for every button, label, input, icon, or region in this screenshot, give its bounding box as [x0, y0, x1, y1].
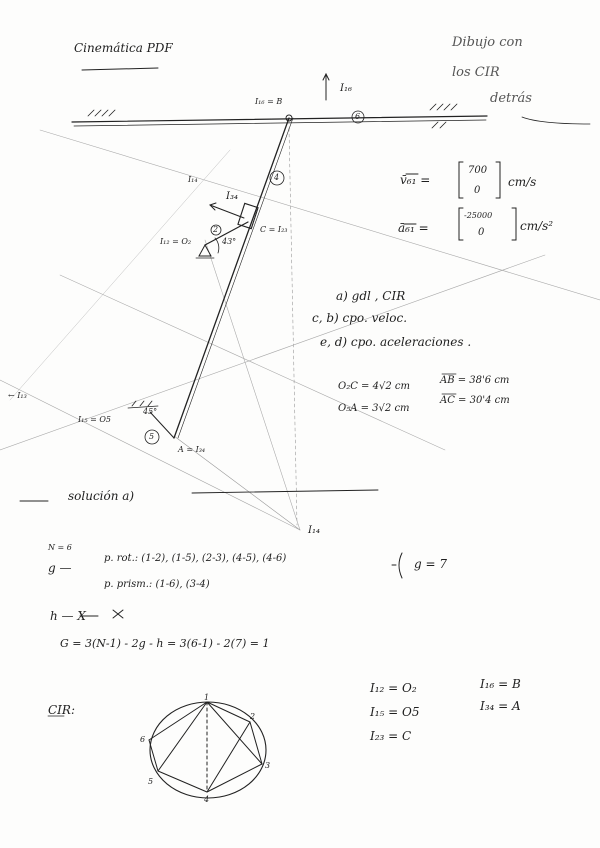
label-minus-i13: ← I₁₃	[8, 391, 27, 400]
construction-line-4	[205, 237, 300, 530]
velocity-label: v̄₆₁ =	[400, 173, 431, 187]
cir-node-2: 2	[250, 712, 256, 721]
cir-polygon	[149, 702, 262, 792]
accel-unit: cm/s²	[520, 219, 554, 233]
solution-p-rot: p. rot.: (1-2), (1-5), (2-3), (4-5), (4-6)	[104, 553, 287, 564]
cir-eq-4: I₁₆ = B	[480, 677, 521, 691]
label-link2: 2	[213, 225, 219, 234]
task-a: a) gdl , CIR	[336, 289, 406, 303]
cir-circle	[150, 702, 266, 798]
cir-node-3: 3	[265, 761, 271, 770]
note-line-2: los CIR	[452, 65, 500, 80]
dim-ab: AB = 38'6 cm	[440, 375, 510, 386]
link-4	[174, 118, 289, 438]
label-i14-bottom: I₁₄	[308, 525, 320, 536]
cir-label: CIR:	[48, 703, 75, 717]
task-c: e, d) cpo. aceleraciones .	[320, 335, 472, 349]
accel-x: -25000	[464, 211, 493, 220]
velocity-y: 0	[474, 185, 481, 196]
solution-rule	[192, 490, 378, 493]
pivot-o2	[199, 245, 211, 256]
solution-p-prism: p. prism.: (1-6), (3-4)	[104, 579, 210, 590]
solution-n: N = 6	[48, 543, 72, 552]
label-c-i23: C = I₂₃	[260, 225, 288, 234]
cir-node-6: 6	[140, 735, 146, 744]
label-i16-arrow: I₁₆	[340, 83, 352, 94]
ground-hatching	[88, 104, 457, 128]
cir-node-4: 4	[204, 795, 210, 804]
label-link6: 6	[355, 112, 361, 121]
cir-eq-3: I₂₃ = C	[370, 729, 412, 743]
note-arrow	[522, 117, 590, 124]
label-angle-43: 43°	[222, 237, 237, 246]
note-line-1: Dibujo con	[452, 35, 523, 50]
accel-y: 0	[478, 227, 485, 238]
note-line-3: detrás	[490, 91, 532, 106]
label-i15-o5: I₁₅ = O5	[78, 415, 112, 424]
label-i12-o2: I₁₂ = O₂	[160, 237, 192, 246]
dim-ac: AC = 30'4 cm	[440, 395, 510, 406]
page-title: Cinemática PDF	[74, 41, 173, 55]
cir-eq-5: I₃₄ = A	[480, 699, 521, 713]
slider-block	[238, 203, 258, 228]
vertical-construction-line	[289, 128, 297, 525]
brace	[392, 553, 402, 578]
cir-node-5: 5	[148, 777, 154, 786]
label-link4: 4	[274, 173, 280, 182]
cir-eq-1: I₁₂ = O₂	[370, 681, 417, 695]
label-i34: I₃₄	[226, 191, 238, 202]
solution-formula: G = 3(N-1) - 2g - h = 3(6-1) - 2(7) = 1	[60, 637, 270, 650]
i34-arrow	[210, 205, 244, 218]
label-angle-45: 45°	[143, 407, 158, 416]
solution-h: h — X	[50, 609, 86, 623]
dim-o2c: O₂C = 4√2 cm	[338, 381, 410, 392]
label-i14-top: I₁₄	[188, 175, 198, 184]
dim-o5a: O₅A = 3√2 cm	[338, 403, 410, 414]
label-i16-b: I₁₆ = B	[255, 97, 283, 106]
solution-g-label: g —	[48, 561, 72, 575]
velocity-unit: cm/s	[508, 175, 537, 189]
label-a-i34: A = I₃₄	[178, 445, 206, 454]
solution-title: solución a)	[68, 489, 135, 503]
title-underline	[82, 68, 158, 70]
velocity-x: 700	[468, 165, 488, 176]
construction-line-7	[10, 150, 230, 400]
task-b: c, b) cpo. veloc.	[312, 311, 408, 325]
cir-eq-2: I₁₅ = O5	[370, 705, 420, 719]
accel-label: ā₆₁ =	[398, 221, 429, 235]
cir-node-1: 1	[204, 693, 210, 702]
label-link5: 5	[149, 432, 155, 441]
solution-g-result: g = 7	[414, 557, 447, 571]
construction-line-6	[0, 380, 300, 530]
